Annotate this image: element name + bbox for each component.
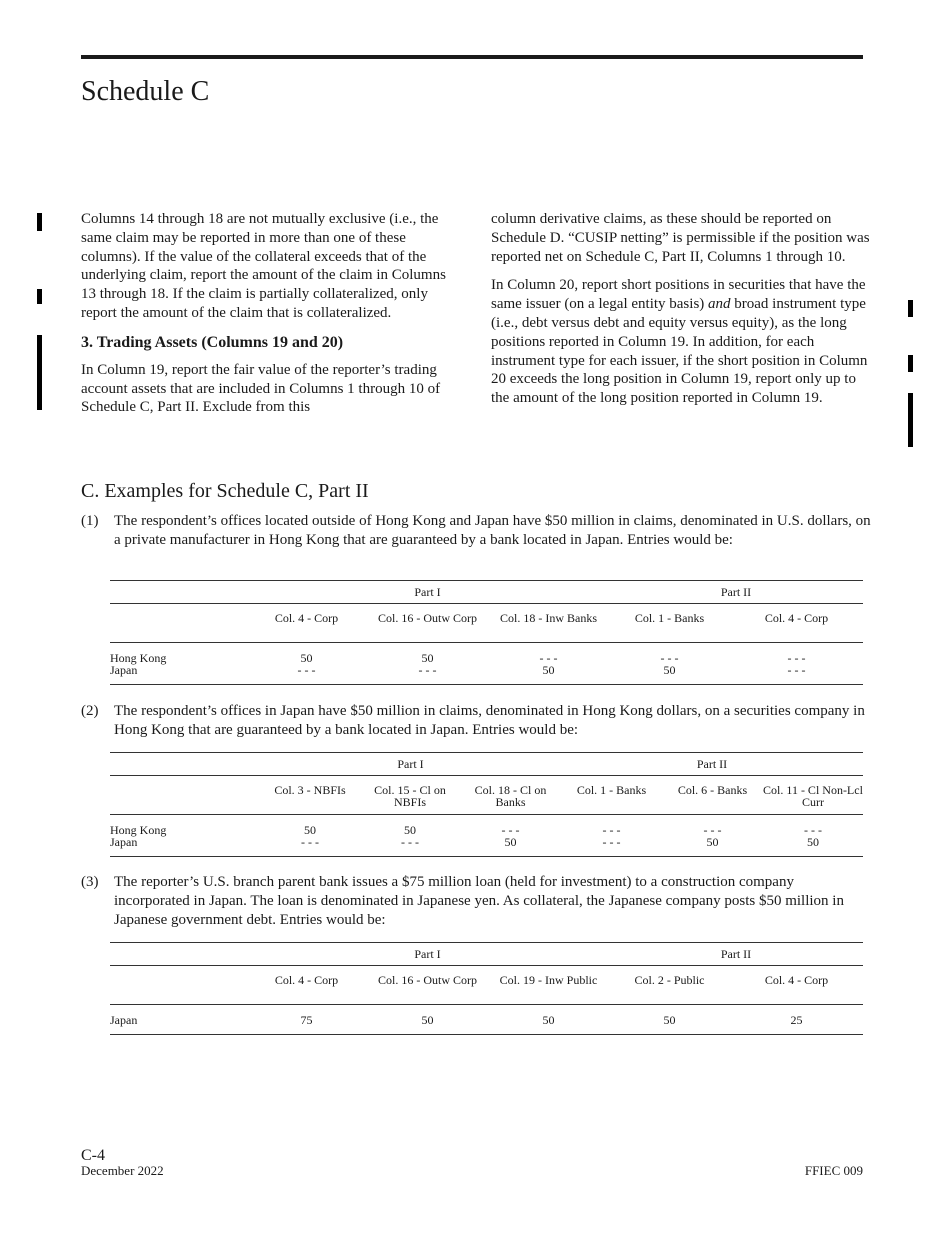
part-i-header: Part I [246, 943, 609, 966]
change-bar [908, 300, 913, 317]
example-2-table [110, 752, 863, 857]
right-column [491, 210, 873, 418]
table-row [110, 1005, 863, 1035]
footer-date: December 2022 [81, 1163, 164, 1178]
paragraph: In Column 20, report short positions in securities that have the same issuer (on a legal entity basis) and broad instrument type (i.e., debt versus debt and equity versus equity), as the long positions reported in Column 19. In addition, for each instrument type for each issuer, if the short position in Column 20 exceeds the long position in Column 19, report only up to the amount of the long position reported in Column 19. [491, 277, 868, 407]
row-label: Japan [110, 836, 260, 857]
cell: - - - [787, 651, 806, 665]
footer-form-id: FFIEC 009 [804, 1163, 863, 1178]
cell: 50 [488, 664, 609, 685]
example-3-table [110, 942, 863, 1035]
example-1-table [110, 580, 863, 685]
column-header: Col. 19 - Inw Public [488, 966, 609, 1005]
top-rule [81, 55, 863, 59]
cell: 25 [730, 1005, 863, 1035]
cell: 50 [300, 651, 313, 665]
cell: - - - [360, 836, 460, 857]
change-bar [908, 355, 913, 372]
column-header: Col. 1 - Banks [609, 604, 730, 643]
column-header: Col. 1 - Banks [561, 776, 662, 815]
cell: 50 [609, 1005, 730, 1035]
part-ii-header: Part II [561, 753, 863, 776]
column-header: Col. 11 - Cl Non-Lcl Curr [763, 776, 863, 815]
cell: - - - [730, 664, 863, 685]
paragraph: In Column 19, report the fair value of the reporter’s trading account assets that are included in Columns 1 through 10 of Schedule C, Part II. Exclude from this [81, 361, 441, 416]
part-i-header: Part I [260, 753, 561, 776]
row-label: Hong Kong [110, 823, 167, 837]
cell: - - - [501, 823, 520, 837]
cell: 50 [404, 823, 416, 837]
cell: - - - [539, 651, 558, 665]
cell: - - - [246, 664, 367, 685]
column-header: Col. 18 - Cl on Banks [460, 776, 561, 815]
cell: - - - [367, 664, 488, 685]
example-2 [81, 702, 871, 740]
row-label: Japan [110, 664, 246, 685]
column-header: Col. 16 - Outw Corp [367, 966, 488, 1005]
cell: 50 [304, 823, 316, 837]
column-header: Col. 6 - Banks [662, 776, 763, 815]
cell: - - - [660, 651, 679, 665]
cell: 50 [367, 1005, 488, 1035]
cell: 50 [763, 836, 863, 857]
column-header: Col. 18 - Inw Banks [488, 604, 609, 643]
column-header: Col. 2 - Public [609, 966, 730, 1005]
paragraph: Columns 14 through 18 are not mutually exclusive (i.e., the same claim may be reported in more than one of these columns). If the value of the collateral exceeds that of the underlying claim, report the amount of the claim in Columns 13 through 18. If the claim is partially collateralized, only report the amount of the claim that is collateralized. [81, 211, 446, 321]
change-bar [37, 213, 42, 231]
cell: - - - [804, 823, 822, 837]
part-ii-header: Part II [609, 943, 863, 966]
cell: 50 [662, 836, 763, 857]
cell: - - - [602, 823, 621, 837]
section-heading: 3. Trading Assets (Columns 19 and 20) [81, 333, 344, 351]
column-header: Col. 4 - Corp [730, 966, 863, 1005]
table-row [110, 664, 863, 685]
example-number: (1) [81, 513, 99, 529]
example-number: (3) [81, 874, 99, 890]
table-row [110, 815, 863, 837]
column-header: Col. 15 - Cl on NBFIs [360, 776, 460, 815]
cell: - - - [260, 836, 360, 857]
section-title: C. Examples for Schedule C, Part II [81, 480, 369, 502]
example-text: The respondent’s offices in Japan have $50 million in claims, denominated in Hong Kong dollars, on a securities company in Hong Kong that are guaranteed by a bank located in Japan. Entries would be: [114, 703, 865, 738]
row-label: Japan [110, 1005, 246, 1035]
column-header: Col. 4 - Corp [246, 604, 367, 643]
cell: - - - [703, 823, 722, 837]
part-i-header: Part I [246, 581, 609, 604]
cell: 50 [421, 651, 434, 665]
table-row [110, 643, 863, 665]
table-row [110, 836, 863, 857]
page-number: C-4 [81, 1147, 105, 1164]
left-column [81, 210, 453, 427]
column-header: Col. 4 - Corp [246, 966, 367, 1005]
cell: 50 [609, 664, 730, 685]
part-ii-header: Part II [609, 581, 863, 604]
example-number: (2) [81, 703, 99, 719]
change-bar [37, 289, 42, 304]
paragraph: column derivative claims, as these should be reported on Schedule D. “CUSIP netting” is permissible if the position was reported net on Schedule C, Part II, Columns 1 through 10. [491, 211, 870, 265]
cell: 75 [246, 1005, 367, 1035]
example-text: The reporter’s U.S. branch parent bank issues a $75 million loan (held for investment) to a construction company incorporated in Japan. The loan is denominated in Japanese yen. As collateral, the Japanese company posts $50 million in Japanese government debt. Entries would be: [114, 874, 844, 928]
column-header: Col. 16 - Outw Corp [367, 604, 488, 643]
example-1 [81, 512, 871, 550]
change-bar [37, 335, 42, 410]
page-title: Schedule C [81, 76, 210, 107]
cell: - - - [561, 836, 662, 857]
column-header: Col. 3 - NBFIs [260, 776, 360, 815]
example-3 [81, 873, 871, 929]
cell: 50 [460, 836, 561, 857]
example-text: The respondent’s offices located outside of Hong Kong and Japan have $50 million in claims, denominated in U.S. dollars, on a private manufacturer in Hong Kong that are guaranteed by a bank located in Japan. Entries would be: [114, 513, 871, 548]
column-header: Col. 4 - Corp [730, 604, 863, 643]
cell: 50 [488, 1005, 609, 1035]
change-bar [908, 393, 913, 447]
row-label: Hong Kong [110, 651, 167, 665]
